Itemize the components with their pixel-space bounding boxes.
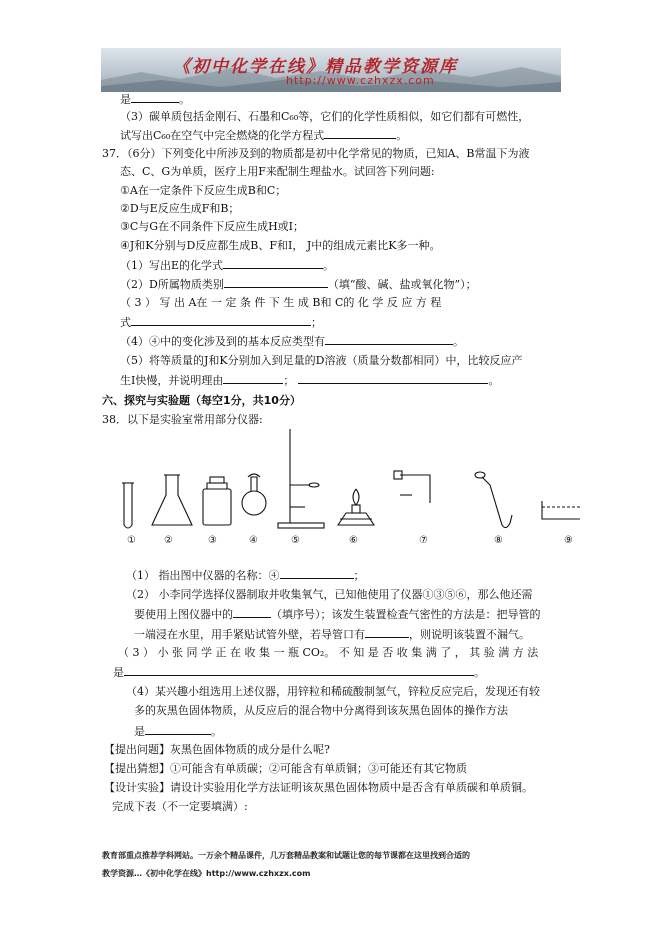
- conical-flask-icon: [152, 475, 192, 525]
- hypothesis: 【提出猜想】①可能含有单质碳；②可能含有单质铜；③可能还有其它物质: [104, 762, 467, 775]
- banner-url: http://www.czhxzx.com: [286, 74, 435, 87]
- apparatus-label-2: ②: [164, 535, 173, 546]
- line-16: 生I快慢，并说明理由 ； 。: [120, 374, 500, 387]
- condition-4: ④J和K分别与D反应都生成B、F和I， J中的组成元素比K多一种。: [120, 239, 441, 252]
- question-37: 37．（6分）下列变化中所涉及到的物质都是初中化学常见的物质，已知A、B常温下为液: [102, 147, 530, 160]
- line-26: 多的灰黑色固体物质，从反应后的混合物中分离得到该灰黑色固体的操作方法: [134, 704, 508, 717]
- line-5: 态、C、G为单质，医疗上用F来配制生理盐水。试回答下列问题:: [120, 165, 435, 178]
- answer-blank: [224, 277, 328, 288]
- gas-delivery-hook-tube-icon: [475, 472, 512, 528]
- raise-question: 【提出问题】灰黑色固体物质的成分是什么呢?: [104, 743, 330, 756]
- answer-blank: [233, 607, 271, 618]
- sub-question-5: （5）将等质量的J和K分别加入到足量的D溶液（质量分数都相同）中，比较反应产: [120, 354, 523, 367]
- condition-2: ②D与E反应生成F和B；: [120, 202, 240, 215]
- condition-1: ①A在一定条件下反应生成B和C；: [120, 184, 287, 197]
- design-experiment: 【设计实验】请设计实验用化学方法证明该灰黑色固体物质中是否含有单质碳和单质铜。: [104, 781, 533, 794]
- sub-question-38-4: （4）某兴趣小组选用上述仪器，用锌粒和稀硫酸制氢气，锌粒反应完后，发现还有较: [126, 685, 540, 698]
- apparatus-figure: [110, 425, 580, 535]
- answer-blank: [325, 334, 453, 345]
- question-38: 38．以下是实验室常用部分仪器:: [102, 413, 263, 426]
- apparatus-label-9: ⑨: [564, 535, 573, 546]
- answer-blank: [145, 724, 211, 735]
- footer-line-2: 教学资源…《初中化学在线》http://www.czhxzx.com: [102, 869, 311, 878]
- section-heading: 六、探究与实验题（每空1分，共10分）: [102, 394, 301, 407]
- alcohol-lamp-icon: [338, 489, 374, 525]
- banner-title: 《初中化学在线》精品教学资源库: [173, 57, 458, 77]
- line-21: 要使用上图仪器中的 （填序号）；该发生装置检查气密性的方法是：把导管的: [134, 608, 541, 621]
- line-31: 完成下表（不一定要填满）:: [112, 800, 248, 813]
- iron-stand-icon: [278, 429, 324, 528]
- answer-blank: [324, 128, 396, 139]
- answer-blank: [298, 373, 488, 384]
- answer-blank: [280, 568, 354, 579]
- apparatus-label-3: ③: [208, 535, 217, 546]
- test-tube-icon: [122, 483, 134, 528]
- sub-question-3: （ 3 ） 写 出 A在 一 定 条 件 下 生 成 B和 C的 化 学 反 应 方 程: [120, 296, 442, 309]
- gas-jar-icon: [203, 477, 231, 525]
- sub-question-38-1: （1） 指出图中仪器的名称：④ ；: [126, 569, 365, 582]
- apparatus-label-8: ⑧: [494, 535, 503, 546]
- footer-line-1: 教育部重点推荐学科网站。一万余个精品课件，几万套精品教案和试题让您的每节课都在这里找到合适的: [102, 851, 470, 860]
- sub-question-4: （4）④中的变化涉及到的基本反应类型有 。: [120, 335, 464, 348]
- sub-question-2: （2）D所属物质类别 （填“酸、碱、盐或氧化物”）；: [120, 278, 477, 291]
- apparatus-label-1: ①: [127, 535, 136, 546]
- line-27: 是 。: [134, 725, 222, 738]
- answer-blank: [223, 373, 283, 384]
- answer-blank: [131, 315, 311, 326]
- apparatus-label-5: ⑤: [291, 535, 300, 546]
- answer-blank: [131, 92, 179, 103]
- sub-question-38-2: （2） 小李同学选择仪器制取并收集氧气，已知他使用了仪器①③⑤⑥，那么他还需: [126, 588, 533, 601]
- line-2: （3）碳单质包括金刚石、石墨和C₆₀等，它们的化学性质相似，如它们都有可燃性，: [120, 110, 530, 123]
- line-1: 是 。: [120, 93, 190, 106]
- condition-3: ③C与G在不同条件下反应生成H或I；: [120, 220, 305, 233]
- apparatus-label-4: ④: [249, 535, 258, 546]
- answer-blank: [223, 258, 323, 269]
- header-banner: [101, 48, 561, 92]
- apparatus-label-7: ⑦: [419, 535, 428, 546]
- sub-question-38-3: （ 3 ） 小 张 同 学 正 在 收 集 一 瓶 CO₂。 不 知 是 否 收 集 满 了 ， 其 验 满 方 法: [118, 646, 539, 659]
- answer-blank: [124, 665, 474, 676]
- delivery-tube-icon: [394, 471, 430, 503]
- round-bottom-flask-icon: [242, 474, 266, 515]
- apparatus-label-6: ⑥: [349, 535, 358, 546]
- line-13: 式 ；: [120, 316, 322, 329]
- sub-question-1: （1）写出E的化学式 。: [120, 259, 335, 272]
- line-22: 一端浸在水里，用手紧贴试管外壁，若导管口有 ，则说明该装置不漏气。: [134, 628, 530, 641]
- answer-blank: [365, 627, 409, 638]
- water-trough-icon: [542, 501, 580, 519]
- line-24: 是 。: [113, 666, 485, 679]
- line-3: 试写出C₆₀在空气中完全燃烧的化学方程式 。: [120, 129, 408, 142]
